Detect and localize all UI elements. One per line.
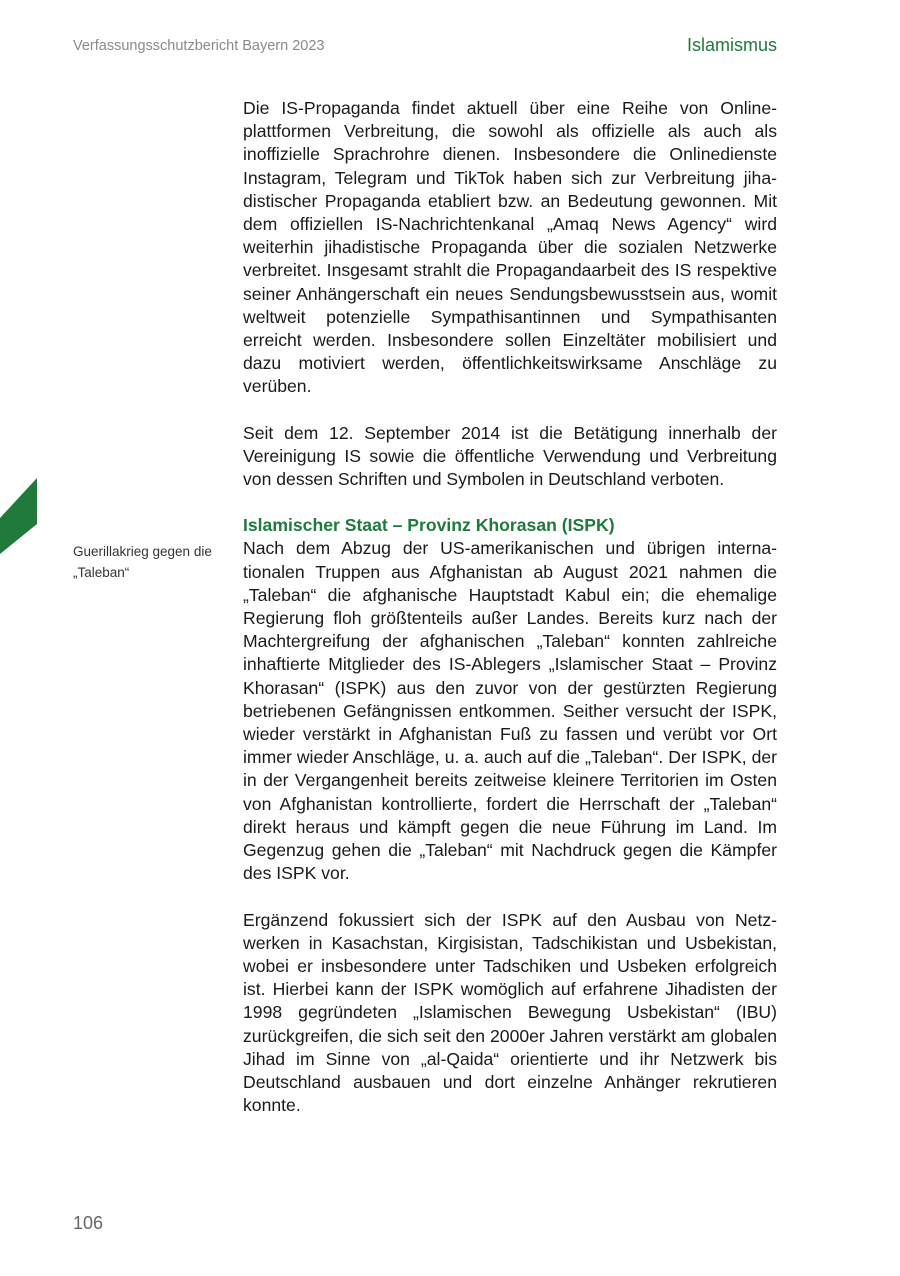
section-marker-shape — [0, 478, 37, 554]
subheading-ispk: Islamischer Staat – Provinz Khorasan (ISPK) — [243, 515, 615, 536]
running-title: Verfassungsschutzbericht Bayern 2023 — [73, 38, 325, 54]
paragraph-is-propaganda: Die IS-Propaganda findet aktuell über eine Reihe von Onlineplattformen Verbreitung, die sowohl als offizielle als auch als inoffizielle Sprachrohre dienen. Insbesondere die Onlinedienste Instagram, Telegram und TikTok haben sich zur Verbreitung jihadistischer Propaganda etabliert bzw. an Bedeutung gewonnen. Mit dem offiziellen IS-Nachrichtenkanal „Amaq News Agency“ wird weiterhin jihadistische Propaganda über die sozialen Netzwerke verbreitet. Insgesamt strahlt die Propagandaarbeit des IS respektive seiner Anhängerschaft ein neues Sendungsbewusstsein aus, womit weltweit potenzielle Sympathisantinnen und Sympathisanten erreicht werden. Insbesondere sollen Einzeltäter mobilisiert und dazu motiviert werden, öffentlichkeitswirksame Anschläge zu verüben. — [243, 98, 777, 397]
margin-note: Guerillakrieg gegen die „Taleban“ — [73, 544, 212, 580]
main-text — [243, 97, 777, 1117]
page-number: 106 — [73, 1213, 104, 1233]
section-title: Islamismus — [686, 35, 777, 55]
paragraph-ban: Seit dem 12. September 2014 ist die Betätigung innerhalb der Vereinigung IS sowie die öffentliche Verwendung und Verbreitung von dessen Schriften und Symbolen in Deutschland verboten. — [243, 422, 777, 490]
paragraph-ispk-networks: Ergänzend fokussiert sich der ISPK auf den Ausbau von Netzwerken in Kasachstan, Kirgisistan, Tadschikistan und Usbekistan, wobei er insbesondere unter Tadschiken und Usbeken erfolgreich ist. Hierbei kann der ISPK womöglich auf erfahrene Jihadisten der 1998 gegründeten „Islamischen Bewegung Usbekistan“ (IBU) zurückgreifen, die sich seit den 2000er Jahren verstärkt am globalen Jihad im Sinne von „al-Qaida“ orientierte und ihr Netzwerk bis Deutschland ausbauen und dort einzelne Anhänger rekrutieren konnte. — [243, 909, 777, 1116]
paragraph-ispk-afghanistan: Nach dem Abzug der US-amerikanischen und übrigen internationalen Truppen aus Afghanistan ab August 2021 nahmen die „Taleban“ die afghanische Hauptstadt Kabul ein; die ehemalige Regierung floh größtenteils außer Landes. Bereits kurz nach der Machtergreifung der afghanischen „Taleban“ konnten zahlreiche inhaftierte Mitglieder des IS-Ablegers „Islamischer Staat – Provinz Khorasan“ (ISPK) aus den zuvor von der gestürzten Regierung betriebenen Gefängnissen entkommen. Seither versucht der ISPK, wieder verstärkt in Afghanistan Fuß zu fassen und verübt vor Ort immer wieder Anschläge, u. a. auch auf die „Taleban“. Der ISPK, der in der Vergangenheit bereits zeitweise kleinere Territorien im Osten von Afghanistan kontrollierte, fordert die Herrschaft der „Taleban“ direkt heraus und kämpft gegen die neue Führung im Land. Im Gegenzug gehen die „Taleban“ mit Nachdruck gegen die Kämpfer des ISPK vor. — [243, 538, 777, 884]
section-marker-tab — [0, 478, 37, 554]
